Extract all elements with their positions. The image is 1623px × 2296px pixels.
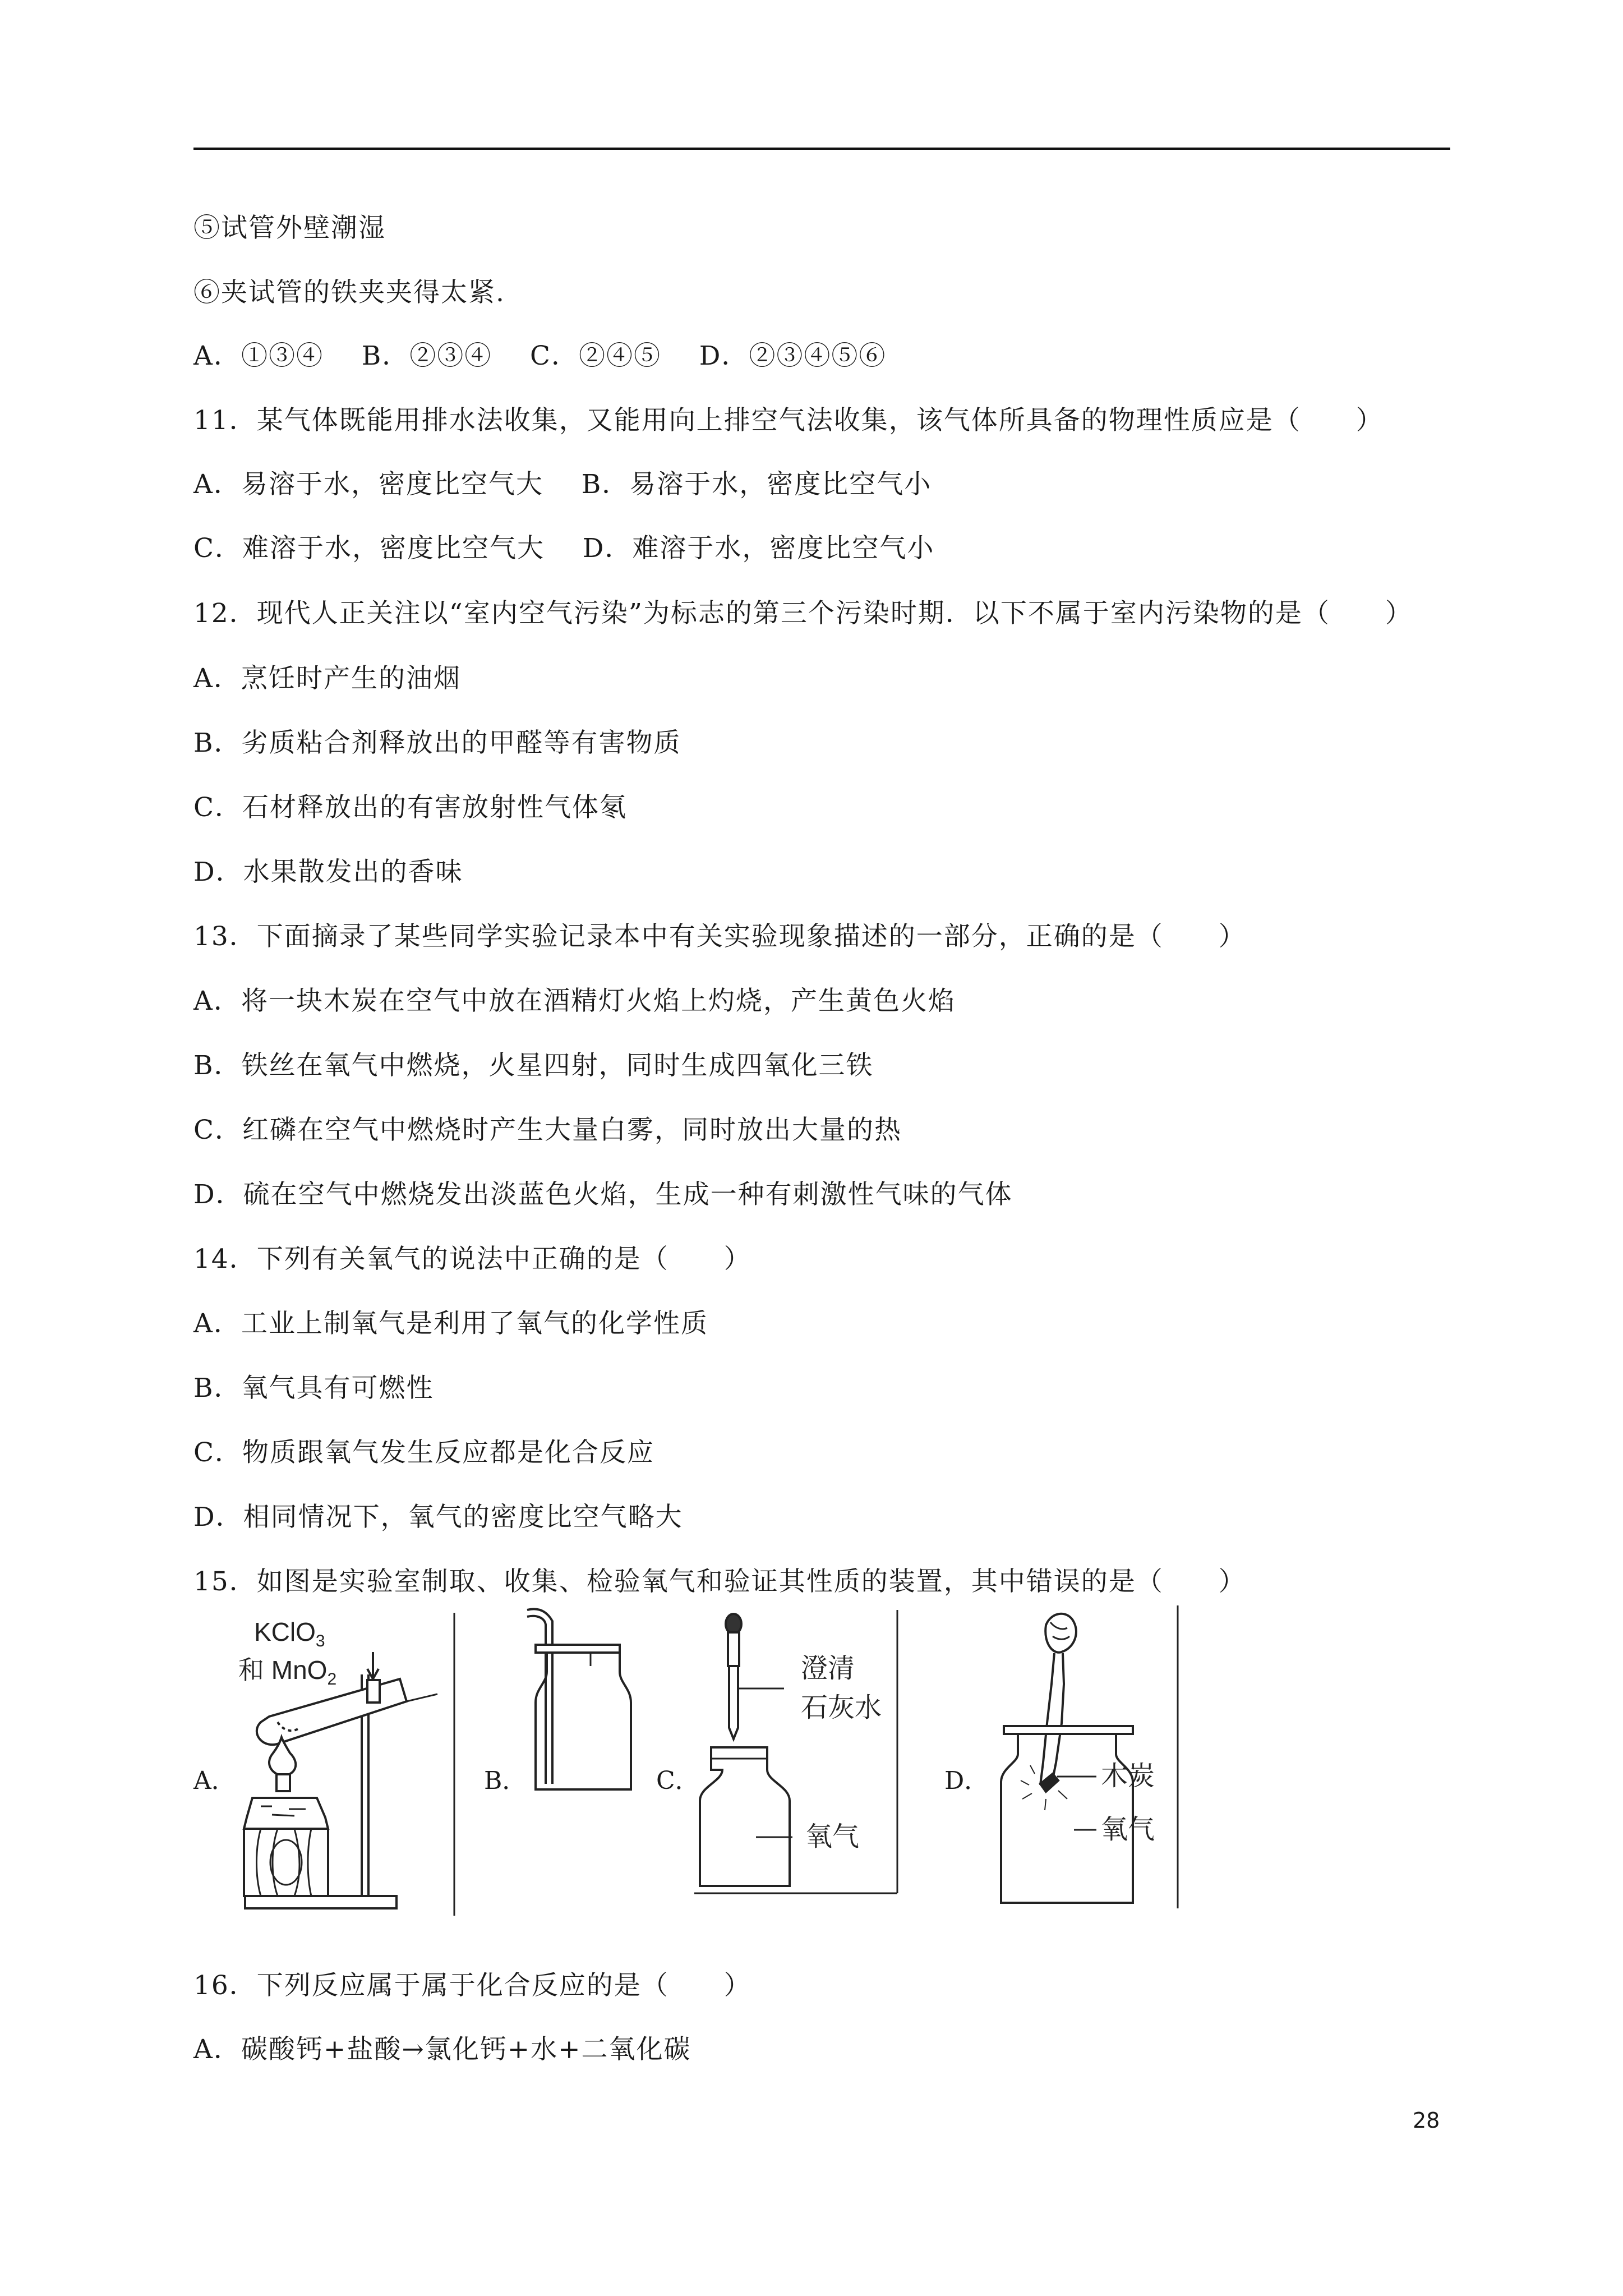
mno2-label: 和 MnO bbox=[238, 1655, 328, 1685]
q12-option-a: A．烹饪时产生的油烟 bbox=[193, 663, 461, 694]
q14-option-a: A．工业上制氧气是利用了氧气的化学性质 bbox=[193, 1308, 708, 1339]
charcoal-label: 木炭 bbox=[1101, 1760, 1155, 1792]
figure-b-gas-bottle bbox=[524, 1604, 642, 1795]
q11-options-ab: A．易溶于水，密度比空气大 B．易溶于水，密度比空气小 bbox=[193, 469, 932, 500]
svg-text:和 MnO2: 和 MnO$_2$ bbox=[238, 1655, 337, 1688]
fig-label-d: D． bbox=[944, 1766, 989, 1795]
figure-a-heating-apparatus bbox=[238, 1613, 457, 1916]
q12-option-c: C．石材释放出的有害放射性气体氡 bbox=[193, 792, 627, 823]
figure-d-charcoal-burning bbox=[990, 1605, 1181, 1908]
q12-option-b: B．劣质粘合剂释放出的甲醛等有害物质 bbox=[193, 728, 681, 758]
q14-option-b: B．氧气具有可燃性 bbox=[193, 1373, 434, 1404]
fig-label-c: C． bbox=[656, 1766, 700, 1795]
question-14: 14．下列有关氧气的说法中正确的是（ ） bbox=[193, 1244, 751, 1274]
q13-option-c: C．红磷在空气中燃烧时产生大量白雾，同时放出大量的热 bbox=[193, 1115, 902, 1145]
header-rule bbox=[193, 148, 1450, 150]
oxygen-label-d: 氧气 bbox=[1101, 1814, 1155, 1845]
q10-options: A．①③④ B．②③④ C．②④⑤ D．②③④⑤⑥ bbox=[193, 341, 887, 371]
q14-option-c: C．物质跟氧气发生反应都是化合反应 bbox=[193, 1437, 654, 1468]
q13-option-a: A．将一块木炭在空气中放在酒精灯火焰上灼烧，产生黄色火焰 bbox=[193, 986, 956, 1016]
q16-option-a: A．碳酸钙+盐酸→氯化钙+水+二氧化碳 bbox=[193, 2034, 691, 2065]
question-15: 15．如图是实验室制取、收集、检验氧气和验证其性质的装置，其中错误的是（ ） bbox=[193, 1566, 1246, 1597]
q12-option-d: D．水果散发出的香味 bbox=[193, 857, 463, 887]
q14-option-d: D．相同情况下，氧气的密度比空气略大 bbox=[193, 1502, 683, 1533]
fig-label-b: B． bbox=[484, 1766, 527, 1795]
q13-option-d: D．硫在空气中燃烧发出淡蓝色火焰，生成一种有刺激性气味的气体 bbox=[193, 1179, 1013, 1210]
item-5: ⑤试管外壁潮湿 bbox=[193, 213, 386, 243]
oxygen-label-c: 氧气 bbox=[805, 1821, 860, 1852]
question-12: 12．现代人正关注以“室内空气污染”为标志的第三个污染时期．以下不属于室内污染物的是（ ） bbox=[193, 598, 1413, 629]
question-13: 13．下面摘录了某些同学实验记录本中有关实验现象描述的一部分，正确的是（ ） bbox=[193, 921, 1246, 952]
svg-text:KClO3: KClO$_3$ bbox=[254, 1617, 325, 1650]
question-16: 16．下列反应属于属于化合反应的是（ ） bbox=[193, 1970, 751, 2001]
limewater-label-2: 石灰水 bbox=[801, 1692, 882, 1723]
limewater-label-1: 澄清 bbox=[801, 1653, 855, 1684]
question-11: 11．某气体既能用排水法收集，又能用向上排空气法收集，该气体所具备的物理性质应是（ ） bbox=[193, 405, 1384, 436]
kclo3-label: KClO bbox=[254, 1617, 316, 1646]
q11-options-cd: C．难溶于水，密度比空气大 D．难溶于水，密度比空气小 bbox=[193, 533, 935, 564]
fig-label-a: A． bbox=[193, 1766, 236, 1795]
q13-option-b: B．铁丝在氧气中燃烧，火星四射，同时生成四氧化三铁 bbox=[193, 1050, 874, 1081]
figure-c-limewater-test bbox=[694, 1610, 902, 1896]
item-6: ⑥夹试管的铁夹夹得太紧. bbox=[193, 277, 505, 308]
page-number: 28 bbox=[1413, 2108, 1440, 2133]
